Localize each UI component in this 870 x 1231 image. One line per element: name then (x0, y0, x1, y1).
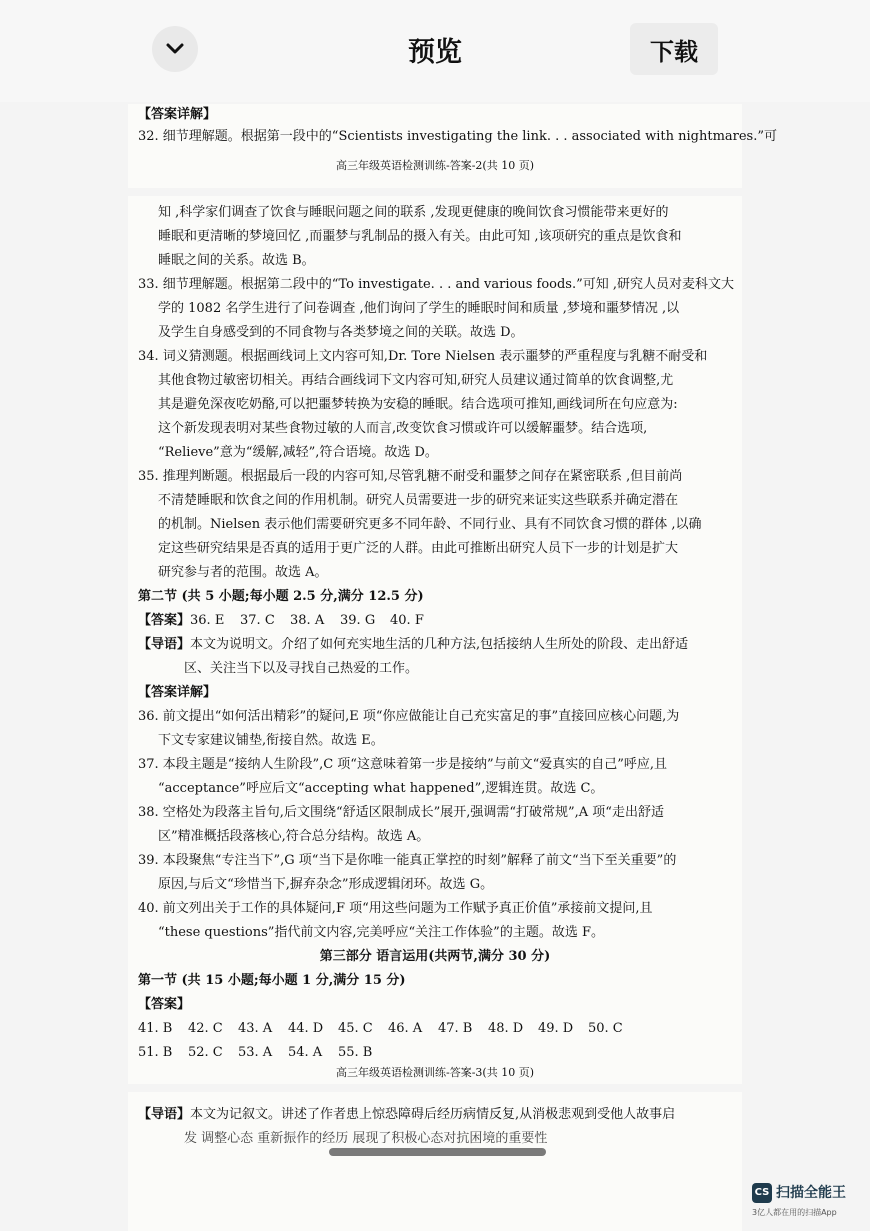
watermark-name: 扫描全能王 (776, 1185, 846, 1201)
section-title: 第二节 (共 5 小题;每小题 2.5 分,满分 12.5 分) (138, 589, 424, 604)
text-line: 区”精准概括段落核心,符合总分结构。故选 A。 (158, 829, 430, 844)
text-line: 不清楚睡眠和饮食之间的作用机制。研究人员需要进一步的研究来证实这些联系并确定潜在 (158, 493, 679, 508)
text-line: 其他食物过敏密切相关。再结合画线词下文内容可知,研究人员建议通过简单的饮食调整,尤 (158, 373, 674, 388)
section-heading: 【答案详解】 (138, 107, 217, 122)
answer-label: 【答案】 (138, 613, 191, 628)
text-line: 及学生自身感受到的不同食物与各类梦境之间的关联。故选 D。 (158, 325, 524, 340)
text-line: 其是避免深夜吃奶酪,可以把噩梦转换为安稳的睡眠。结合选项可推知,画线词所在句应意为: (158, 397, 678, 412)
answer-row (138, 1044, 388, 1062)
answer-item: 46. A (388, 1021, 423, 1036)
answer-item: 54. A (288, 1045, 323, 1060)
text-line: “acceptance”呼应后文“accepting what happened”,逻辑连贯。故选 C。 (158, 781, 604, 796)
answer-item: 55. B (338, 1045, 373, 1060)
guide-text: 本文为记叙文。讲述了作者患上惊恐障碍后经历病情反复,从消极悲观到受他人故事启 (190, 1107, 676, 1122)
text-line: 区、关注当下以及寻找自己热爱的工作。 (184, 661, 419, 676)
answer-item: 47. B (438, 1021, 473, 1036)
text-line: 睡眠之间的关系。故选 B。 (158, 253, 315, 268)
text-line: “Relieve”意为“缓解,减轻”,符合语境。故选 D。 (158, 445, 438, 460)
guide-label: 【导语】 (138, 637, 191, 652)
text-line: 37. 本段主题是“接纳人生阶段”,C 项“这意味着第一步是接纳”与前文“爱真实的自己”呼应,且 (138, 757, 668, 772)
guide-line (138, 636, 688, 654)
answer-item: 53. A (238, 1045, 273, 1060)
part-title: 第三部分 语言运用(共两节,满分 30 分) (319, 949, 551, 964)
guide-text: 本文为说明文。介绍了如何充实地生活的几种方法,包括接纳人生所处的阶段、走出舒适 (190, 637, 689, 652)
text-line: 睡眠和更清晰的梦境回忆 ,而噩梦与乳制品的摄入有关。由此可知 ,该项研究的重点是饮食和 (158, 229, 682, 244)
text-line: 36. 前文提出“如何活出精彩”的疑问,E 项“你应做能让自己充实富足的事”直接回应核心问题,为 (138, 709, 680, 724)
text-line: “these questions”指代前文内容,完美呼应“关注工作体验”的主题。故选 F。 (158, 925, 604, 940)
document-page-4-top (128, 1092, 742, 1231)
answer-item: 40. F (390, 613, 424, 628)
text-line: 这个新发现表明对某些食物过敏的人而言,改变饮食习惯或许可以缓解噩梦。结合选项, (158, 421, 648, 436)
watermark-subtitle: 3亿人都在用的扫描App (752, 1208, 837, 1217)
text-line: 39. 本段聚焦“专注当下”,G 项“当下是你唯一能真正掌控的时刻”解释了前文“当下至关重要”的 (138, 853, 677, 868)
text-line: 的机制。Nielsen 表示他们需要研究更多不同年龄、不同行业、具有不同饮食习惯的群体 ,以确 (158, 517, 702, 532)
scanner-logo-icon: CS (752, 1183, 772, 1203)
section-title: 第一节 (共 15 小题;每小题 1 分,满分 15 分) (138, 973, 406, 988)
page-footer: 高三年级英语检测训练-答案-3(共 10 页) (335, 1066, 534, 1079)
answer-item: 41. B (138, 1021, 173, 1036)
section-heading: 【答案详解】 (138, 685, 217, 700)
page-title: 预览 (408, 37, 462, 68)
answer-item: 37. C (240, 613, 275, 628)
text-line: 32. 细节理解题。根据第一段中的“Scientists investigating the link. . . associated with nightmares.”可 (138, 129, 778, 144)
guide-line (138, 1106, 675, 1124)
text-line: 学的 1082 名学生进行了问卷调查 ,他们询问了学生的睡眠时间和质量 ,梦境和噩梦情况 ,以 (158, 301, 680, 316)
answer-row (138, 1020, 638, 1038)
text-line: 发 调整心态 重新振作的经历 展现了积极心态对抗困境的重要性 (184, 1131, 548, 1146)
answer-item: 49. D (538, 1021, 574, 1036)
answer-item: 51. B (138, 1045, 173, 1060)
top-bar (0, 0, 870, 102)
text-line: 35. 推理判断题。根据最后一段的内容可知,尽管乳糖不耐受和噩梦之间存在紧密联系 ,但目前尚 (138, 469, 683, 484)
text-line: 40. 前文列出关于工作的具体疑问,F 项“用这些问题为工作赋予真正价值”承接前文提问,且 (138, 901, 653, 916)
answer-item: 45. C (338, 1021, 373, 1036)
answer-item: 39. G (340, 613, 376, 628)
answer-heading: 【答案】 (138, 997, 191, 1012)
text-line: 知 ,科学家们调查了饮食与睡眠问题之间的联系 ,发现更健康的晚间饮食习惯能带来更好的 (158, 205, 669, 220)
download-button[interactable]: 下载 (630, 23, 718, 75)
answer-item: 52. C (188, 1045, 223, 1060)
answer-item: 48. D (488, 1021, 524, 1036)
text-line: 下文专家建议铺垫,衔接自然。故选 E。 (158, 733, 384, 748)
guide-label: 【导语】 (138, 1107, 191, 1122)
text-line: 34. 词义猜测题。根据画线词上文内容可知,Dr. Tore Nielsen 表示噩梦的严重程度与乳糖不耐受和 (138, 349, 708, 364)
text-line: 原因,与后文“珍惜当下,摒弃杂念”形成逻辑闭环。故选 G。 (158, 877, 494, 892)
page-footer: 高三年级英语检测训练-答案-2(共 10 页) (335, 159, 534, 172)
answer-item: 38. A (290, 613, 325, 628)
answer-item: 50. C (588, 1021, 623, 1036)
answer-item: 44. D (288, 1021, 324, 1036)
text-line: 33. 细节理解题。根据第二段中的“To investigate. . . and various foods.”可知 ,研究人员对麦科文大 (138, 277, 735, 292)
scroll-handle[interactable] (329, 1148, 546, 1156)
document-page-2-bottom (128, 104, 778, 188)
text-line: 定这些研究结果是否真的适用于更广泛的人群。由此可推断出研究人员下一步的计划是扩大 (158, 541, 679, 556)
answer-item: 43. A (238, 1021, 273, 1036)
text-line: 研究参与者的范围。故选 A。 (158, 565, 328, 580)
scanner-watermark (752, 1181, 862, 1225)
answer-item: 42. C (188, 1021, 223, 1036)
document-page-3 (128, 196, 742, 1084)
answer-row (138, 612, 440, 630)
text-line: 38. 空格处为段落主旨句,后文围绕“舒适区限制成长”展开,强调需“打破常规”,A 项“走出舒适 (138, 805, 664, 820)
answer-item: 36. E (190, 613, 225, 628)
